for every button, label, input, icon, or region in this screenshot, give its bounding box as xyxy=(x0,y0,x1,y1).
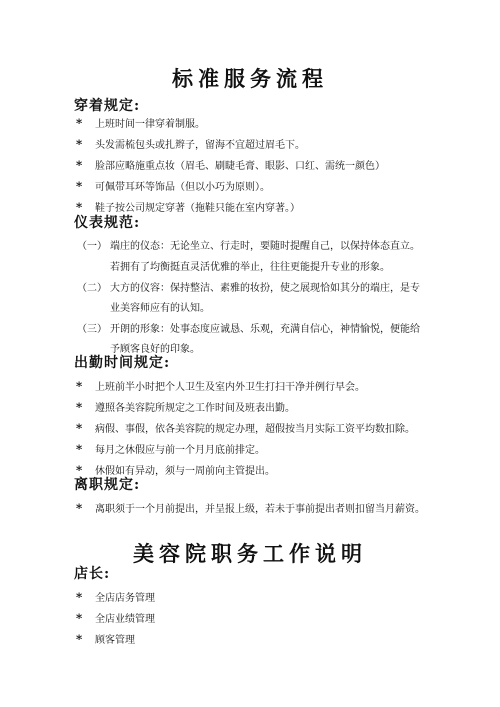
manager-item: 全店店务管理 xyxy=(95,593,155,604)
manner-number: （一） xyxy=(77,241,107,252)
manner-number: （二） xyxy=(77,283,107,294)
dress-item: 脸部应略施重点妆（眉毛、刷睫毛膏、眼影、口红、需统一颜色） xyxy=(95,161,385,172)
resign-item: 离职须于一个月前提出，并呈报上级，若未于事前提出者则扣留当月薪资。 xyxy=(95,504,425,515)
manager-heading: 店长: xyxy=(74,566,111,582)
manner-line: 若拥有了均衡挺直灵活优雅的举止，往往更能提升专业的形象。 xyxy=(110,262,390,273)
dress-item: 上班时间一律穿着制服。 xyxy=(95,119,205,130)
bullet-icon: ∗ xyxy=(75,114,84,128)
attendance-item: 遵照各美容院所规定之工作时间及班表出勤。 xyxy=(95,403,295,414)
attendance-item: 休假如有异动，须与一周前向主管提出。 xyxy=(95,466,275,477)
bullet-icon: ∗ xyxy=(75,135,84,149)
bullet-icon: ∗ xyxy=(75,156,84,170)
manner-heading: 仪表规范: xyxy=(74,215,141,231)
manager-item: 全店业绩管理 xyxy=(95,614,155,625)
bullet-icon: ∗ xyxy=(75,419,84,433)
attendance-heading: 出勤时间规定: xyxy=(74,355,171,371)
bullet-icon: ∗ xyxy=(75,198,84,212)
manner-number: （三） xyxy=(77,324,107,335)
bullet-icon: ∗ xyxy=(75,177,84,191)
manner-line: 予顾客良好的印象。 xyxy=(110,344,200,355)
attendance-item: 病假、事假，依各美容院的规定办理，超假按当月实际工资平均数扣除。 xyxy=(95,424,415,435)
bullet-icon: ∗ xyxy=(75,461,84,475)
bullet-icon: ∗ xyxy=(75,499,84,513)
bullet-icon: ∗ xyxy=(75,609,84,623)
manner-line: 业美容师应有的认知。 xyxy=(110,303,210,314)
bullet-icon: ∗ xyxy=(75,588,84,602)
bullet-icon: ∗ xyxy=(75,630,84,644)
dress-item: 头发需梳包头或扎辫子，留海不宜超过眉毛下。 xyxy=(95,140,305,151)
bullet-icon: ∗ xyxy=(75,398,84,412)
resign-heading: 离职规定: xyxy=(74,477,141,493)
manner-line: 大方的仪容：保持整洁、素雅的妆扮，使之展现恰如其分的端庄，是专 xyxy=(110,283,420,294)
dress-heading: 穿着规定: xyxy=(74,98,141,114)
manner-line: 开朗的形象：处事态度应诚恳、乐观，充满自信心，神情愉悦，便能给 xyxy=(110,324,420,335)
document-title: 标准服务流程 xyxy=(172,66,328,91)
dress-item: 鞋子按公司规定穿著（拖鞋只能在室内穿著。） xyxy=(95,203,300,214)
attendance-item: 上班前半小时把个人卫生及室内外卫生打扫干净并例行早会。 xyxy=(95,382,365,393)
manner-line: 端庄的仪态：无论坐立、行走时，要随时提醒自己，以保持体态直立。 xyxy=(110,241,420,252)
dress-item: 可佩带耳环等饰品（但以小巧为原则）。 xyxy=(95,182,270,193)
attendance-item: 每月之休假应与前一个月月底前排定。 xyxy=(95,445,265,456)
manager-item: 顾客管理 xyxy=(95,635,135,646)
bullet-icon: ∗ xyxy=(75,440,84,454)
section-title: 美容院职务工作说明 xyxy=(133,541,367,566)
bullet-icon: ∗ xyxy=(75,377,84,391)
